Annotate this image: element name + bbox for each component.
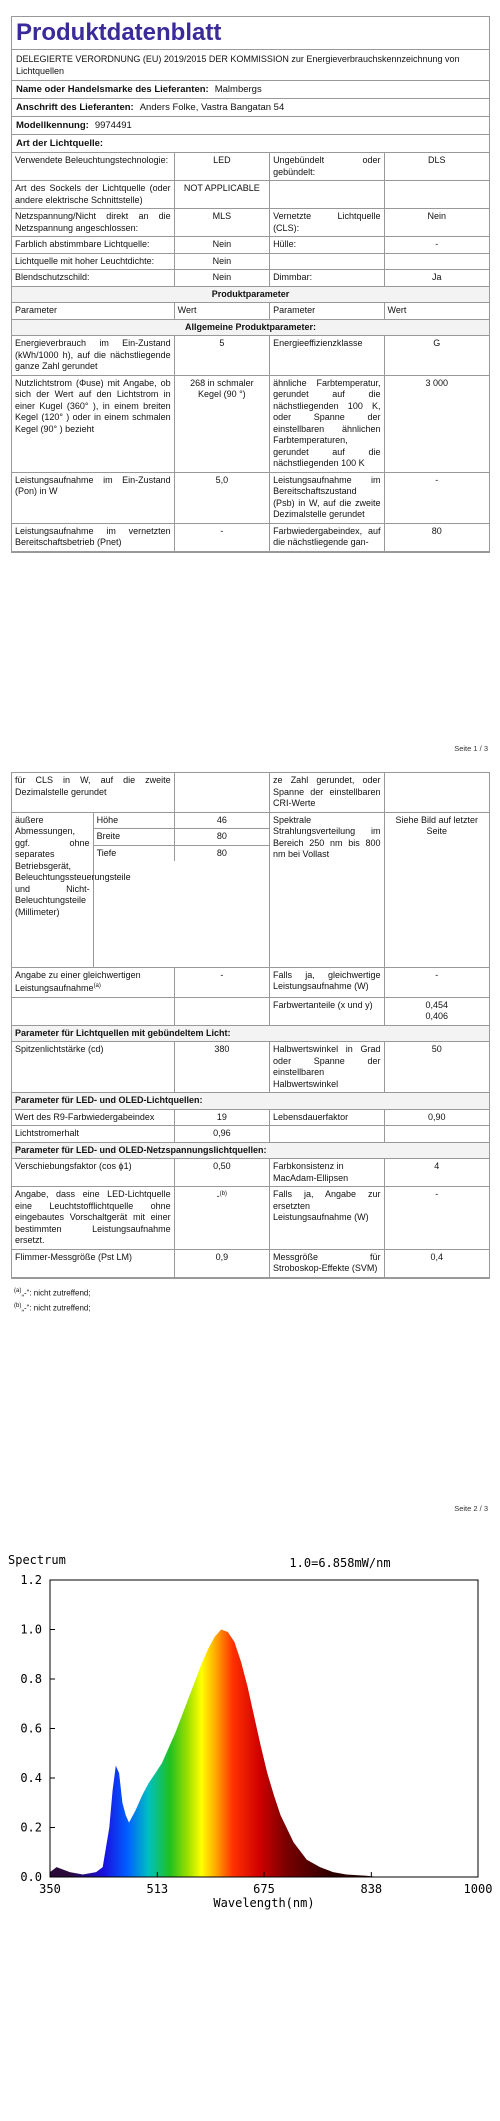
table-cell: -	[384, 472, 489, 523]
fluorescent-label: Angabe, dass eine LED-Lichtquelle eine Leuchtstofflichtquelle ohne eingebautes Vorschaltgerät mit einer bestimmten Leistungsaufnahme ersetzt.	[12, 1187, 174, 1250]
table-cell: Nein	[384, 209, 489, 237]
halfangle-label: Halbwertswinkel in Grad oder Spanne der einstellbaren Halbwertswinkel	[270, 1042, 384, 1093]
footnote-ref: (b)	[219, 1191, 228, 1197]
table-cell: Nein	[174, 237, 269, 254]
chart-title: Spectrum	[8, 1553, 66, 1567]
dimension-row	[94, 845, 269, 861]
table-row	[12, 997, 489, 1025]
table-cell: Nein	[174, 253, 269, 270]
power-factor-value: 0,50	[174, 1159, 269, 1187]
macadam-label: Farbkonsistenz in MacAdam-Ellipsen	[270, 1159, 384, 1187]
table-cell: Ungebündelt oder gebündelt:	[270, 153, 384, 181]
r9-label: Wert des R9-Farbwiedergabeindex	[12, 1109, 174, 1126]
table-cell: 3 000	[384, 375, 489, 472]
y-tick-label: 0.0	[20, 1870, 42, 1884]
equiv-label-cell	[12, 967, 174, 997]
table-cell: Ja	[384, 270, 489, 287]
column-header: Parameter	[270, 303, 384, 320]
model-value: 9974491	[94, 120, 132, 131]
section-title: Parameter für Lichtquellen mit gebündeltem Licht:	[12, 1025, 489, 1042]
dimension-label: Höhe	[94, 813, 175, 829]
table-cell: G	[384, 336, 489, 376]
directional-header	[12, 1025, 489, 1042]
table-cell	[270, 181, 384, 209]
page-2	[0, 760, 500, 1520]
mains-header	[12, 1142, 489, 1159]
maintenance-label: Lichtstromerhalt	[12, 1126, 174, 1143]
section-title: Allgemeine Produktparameter:	[12, 319, 489, 336]
table-cell: -	[174, 523, 269, 551]
x-tick-label: 513	[146, 1882, 169, 1896]
spectral-label: Spektrale Strahlungsverteilung im Bereich 250 nm bis 800 nm bei Vollast	[270, 812, 384, 967]
column-header: Wert	[174, 303, 269, 320]
column-header: Wert	[384, 303, 489, 320]
footnote-marker: (a)	[14, 1288, 22, 1294]
equiv-label: Angabe zu einer gleichwertigen Leistungsaufnahme	[15, 969, 141, 993]
y-tick-label: 1.2	[20, 1573, 42, 1587]
table-cell	[384, 1126, 489, 1143]
dimensions-label: äußere Abmessungen, ggf. ohne separates Betriebsgerät, Beleuchtungssteuerungsteile und Nicht-Beleuchtungsteile (Millimeter)	[12, 812, 93, 967]
life-label: Lebensdauerfaktor	[270, 1109, 384, 1126]
table-cell: 80	[384, 523, 489, 551]
equiv-power-label: Falls ja, gleichwertige Leistungsaufnahme (W)	[270, 967, 384, 997]
dimension-label: Tiefe	[94, 845, 175, 861]
table-cell	[270, 1126, 384, 1143]
product-datasheet-continued	[11, 772, 490, 1279]
general-params-header	[12, 319, 489, 336]
column-header-row	[12, 303, 489, 320]
dimension-row	[94, 829, 269, 846]
table-cell: für CLS in W, auf die zweite Dezimalstelle gerundet	[12, 773, 174, 812]
y-tick-label: 0.2	[20, 1820, 42, 1835]
y-tick-label: 1.0	[20, 1622, 42, 1637]
fluorescent-value: -	[216, 1191, 220, 1201]
table-cell: Vernetzte Lichtquelle (CLS):	[270, 209, 384, 237]
fluorescent-value-cell	[174, 1187, 269, 1250]
dimension-value: 80	[174, 845, 269, 861]
equiv-value: -	[174, 967, 269, 997]
table-cell	[174, 997, 269, 1025]
table-row	[12, 270, 489, 287]
table-cell: Farblich abstimmbare Lichtquelle:	[12, 237, 174, 254]
y-tick-label: 0.6	[20, 1721, 42, 1736]
table-cell: ähnliche Farbtemperatur, gerundet auf die nächstliegenden 100 K, oder Spanne der einstellbaren ähnlichen Farbtemperaturen, gerundet auf die nächstliegenden 100 K	[270, 375, 384, 472]
maintenance-value: 0,96	[174, 1126, 269, 1143]
chromaticity-label: Farbwertanteile (x und y)	[270, 997, 384, 1025]
spectrum-area	[50, 1630, 379, 1878]
table-cell: Energieverbrauch im Ein-Zustand (kWh/1000 h), auf die nächstliegende ganze Zahl gerundet	[12, 336, 174, 376]
table-cell: LED	[174, 153, 269, 181]
table-cell: Leistungsaufnahme im Ein-Zustand (Pon) in W	[12, 472, 174, 523]
table-row	[12, 181, 489, 209]
life-value: 0,90	[384, 1109, 489, 1126]
chromaticity-value	[384, 997, 489, 1025]
table-cell: Nein	[174, 270, 269, 287]
footnote-b	[14, 1300, 91, 1315]
table-cell: Leistungsaufnahme im Bereitschaftszustand (Psb) in W, auf die zweite Dezimalstelle gerundet	[270, 472, 384, 523]
section-title: Produktparameter	[12, 286, 489, 303]
footnotes	[14, 1285, 91, 1314]
footnote-marker: (b)	[14, 1302, 22, 1309]
table-cell: Verwendete Beleuchtungstechnologie:	[12, 153, 174, 181]
table-cell: Hülle:	[270, 237, 384, 254]
table-cell: ze Zahl gerundet, oder Spanne der einstellbaren CRI-Werte	[270, 773, 384, 812]
footnote-text: „-“: nicht zutreffend;	[21, 1303, 91, 1313]
table-cell: -	[384, 237, 489, 254]
table-row	[12, 1109, 489, 1126]
footnote-a	[14, 1285, 91, 1300]
table-cell: Nutzlichtstrom (Φuse) mit Angabe, ob sich der Wert auf den Lichtstrom in einer Kugel (360° ), in einem breiten Kegel (120° ) oder in einem schmalen Kegel (90° ) bezieht	[12, 375, 174, 472]
table-row	[12, 773, 489, 812]
page-number: Seite 2 / 3	[454, 1504, 488, 1513]
x-tick-label: 1000	[463, 1882, 493, 1896]
table-row	[12, 1126, 489, 1143]
x-axis-label: Wavelength(nm)	[213, 1896, 315, 1910]
table-cell: Blendschutzschild:	[12, 270, 174, 287]
spectral-value: Siehe Bild auf letzter Seite	[384, 812, 489, 967]
x-tick-label: 838	[360, 1882, 383, 1896]
table-cell: 268 in schmaler Kegel (90 °)	[174, 375, 269, 472]
section-title: Parameter für LED- und OLED-Lichtquellen:	[12, 1093, 489, 1110]
peak-label: Spitzenlichtstärke (cd)	[12, 1042, 174, 1093]
table-cell: 5	[174, 336, 269, 376]
model-row	[12, 117, 489, 135]
halfangle-value: 50	[384, 1042, 489, 1093]
dimensions-cell	[93, 812, 269, 967]
flicker-label: Flimmer-Messgröße (Pst LM)	[12, 1249, 174, 1277]
supplier-address-row	[12, 99, 489, 117]
power-factor-label: Verschiebungsfaktor (cos ϕ1)	[12, 1159, 174, 1187]
supplier-name-label: Name oder Handelsmarke des Lieferanten:	[16, 84, 209, 95]
table-cell	[174, 773, 269, 812]
table-cell	[384, 773, 489, 812]
dimensions-table	[94, 813, 269, 862]
footnote-text: „-“: nicht zutreffend;	[21, 1288, 91, 1298]
chromaticity-y: 0,406	[425, 1011, 449, 1021]
table-row	[12, 253, 489, 270]
table-row	[12, 209, 489, 237]
supplier-name-row	[12, 81, 489, 99]
table-row	[12, 523, 489, 551]
table-cell: Energieeffizienzklasse	[270, 336, 384, 376]
x-tick-label: 350	[39, 1882, 61, 1896]
product-datasheet	[11, 16, 490, 553]
supplier-name-value: Malmbergs	[214, 84, 262, 95]
table-cell: DLS	[384, 153, 489, 181]
page-3	[0, 1520, 500, 2121]
chart-annotation: 1.0=6.858mW/nm	[289, 1556, 391, 1570]
page-title: Produktdatenblatt	[12, 17, 489, 50]
dimension-value: 80	[174, 829, 269, 846]
equiv-power-value: -	[384, 967, 489, 997]
table-row	[12, 1159, 489, 1187]
replace-label: Falls ja, Angabe zur ersetzten Leistungsaufnahme (W)	[270, 1187, 384, 1250]
supplier-address-value: Anders Folke, Vastra Bangatan 54	[139, 102, 285, 113]
led-header	[12, 1093, 489, 1110]
table-cell: Leistungsaufnahme im vernetzten Bereitschaftsbetrieb (Pnet)	[12, 523, 174, 551]
table-row	[12, 1249, 489, 1277]
table-row	[12, 812, 489, 967]
table-row	[12, 336, 489, 376]
spectrum-chart	[0, 1520, 500, 1940]
page-number: Seite 1 / 3	[454, 744, 488, 753]
regulation-text: DELEGIERTE VERORDNUNG (EU) 2019/2015 DER KOMMISSION zur Energieverbrauchskennzeichnung von Lichtquellen	[12, 50, 489, 81]
table-row	[12, 237, 489, 254]
table-row	[12, 967, 489, 997]
table-row	[12, 1042, 489, 1093]
y-tick-label: 0.8	[20, 1672, 42, 1686]
table-row	[12, 375, 489, 472]
table-row	[12, 153, 489, 181]
table-row	[12, 472, 489, 523]
flicker-value: 0,9	[174, 1249, 269, 1277]
table-cell: 5,0	[174, 472, 269, 523]
r9-value: 19	[174, 1109, 269, 1126]
table-cell: NOT APPLICABLE	[174, 181, 269, 209]
column-header: Parameter	[12, 303, 174, 320]
supplier-address-label: Anschrift des Lieferanten:	[16, 102, 134, 113]
table-cell: Dimmbar:	[270, 270, 384, 287]
stroboscopic-label: Messgröße für Stroboskop-Effekte (SVM)	[270, 1249, 384, 1277]
product-params-header	[12, 286, 489, 303]
macadam-value: 4	[384, 1159, 489, 1187]
table-cell: Art des Sockels der Lichtquelle (oder andere elektrische Schnittstelle)	[12, 181, 174, 209]
section-title: Parameter für LED- und OLED-Netzspannungslichtquellen:	[12, 1142, 489, 1159]
replace-value: -	[384, 1187, 489, 1250]
table-cell: MLS	[174, 209, 269, 237]
y-tick-label: 0.4	[20, 1771, 42, 1785]
stroboscopic-value: 0,4	[384, 1249, 489, 1277]
params-table-continued	[12, 773, 489, 1278]
table-cell	[384, 181, 489, 209]
peak-value: 380	[174, 1042, 269, 1093]
light-type-label: Art der Lichtquelle:	[12, 135, 489, 153]
dimension-label: Breite	[94, 829, 175, 846]
chromaticity-x: 0,454	[425, 999, 449, 1010]
footnote-ref: (a)	[93, 983, 101, 989]
model-label: Modellkennung:	[16, 120, 89, 131]
dimension-value: 46	[174, 813, 269, 829]
table-cell: Netzspannung/Nicht direkt an die Netzspannung angeschlossen:	[12, 209, 174, 237]
table-cell: Farbwiedergabeindex, auf die nächstliegende gan-	[270, 523, 384, 551]
page-1	[0, 0, 500, 760]
table-cell	[384, 253, 489, 270]
light-type-table	[12, 153, 489, 552]
x-tick-label: 675	[253, 1882, 275, 1896]
dimension-row	[94, 813, 269, 829]
table-cell	[12, 997, 174, 1025]
table-cell: Lichtquelle mit hoher Leuchtdichte:	[12, 253, 174, 270]
table-row	[12, 1187, 489, 1250]
table-cell	[270, 253, 384, 270]
